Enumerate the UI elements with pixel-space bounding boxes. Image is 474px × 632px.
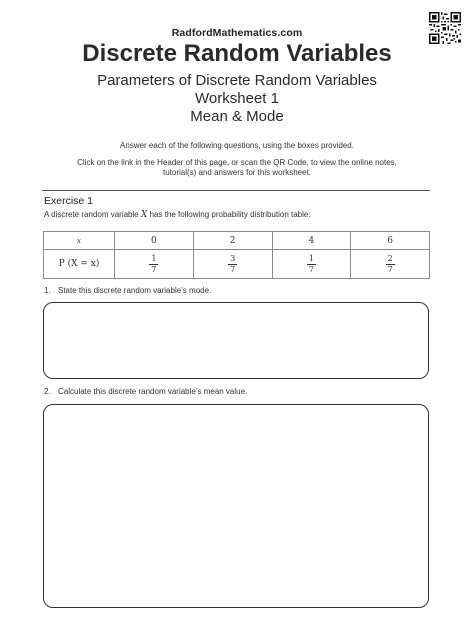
table-cell: 4 (272, 232, 351, 250)
exercise-description: A discrete random variable X has the following probability distribution table: (44, 210, 311, 220)
table-cell: 2 (193, 232, 272, 250)
instructions-line: Click on the link in the Header of this page, or scan the QR Code, to view the online notes, (77, 158, 397, 167)
worksheet-subtitle: Parameters of Discrete Random Variables (97, 72, 377, 89)
table-cell: 6 (351, 232, 430, 250)
table-cell (193, 250, 272, 279)
question-2: 2. Calculate this discrete random variable’s mean value. (44, 387, 248, 396)
worksheet-topic: Mean & Mode (190, 108, 284, 125)
fraction: $\frac{3}{7}$ (230, 254, 236, 274)
table-cell (351, 250, 430, 279)
table-row (44, 250, 430, 279)
answer-box-2[interactable] (43, 404, 429, 608)
table-cell (272, 250, 351, 279)
fraction: $\frac{2}{7}$ (387, 254, 393, 274)
table-cell (115, 250, 194, 279)
fraction: $\frac{1}{7}$ (308, 254, 314, 274)
exercise-title: Exercise 1 (44, 195, 94, 207)
answer-box-1[interactable] (43, 302, 429, 379)
worksheet-title: Discrete Random Variables (82, 40, 392, 67)
table-header-cell: x (44, 232, 115, 250)
probability-distribution-table (43, 231, 430, 279)
table-cell: 0 (115, 232, 194, 250)
table-header-cell: P (X = x) (44, 250, 115, 279)
instructions-line: Answer each of the following questions, using the boxes provided. (120, 141, 354, 150)
instructions-line: tutorial(s) and answers for this worksheet. (162, 168, 312, 177)
worksheet-number: Worksheet 1 (195, 90, 279, 107)
site-header-link[interactable]: RadfordMathematics.com (171, 27, 303, 39)
table-row (44, 232, 430, 250)
section-divider (42, 190, 430, 191)
question-1: 1. State this discrete random variable’s mode. (44, 286, 212, 295)
fraction: $\frac{1}{7}$ (151, 254, 157, 274)
